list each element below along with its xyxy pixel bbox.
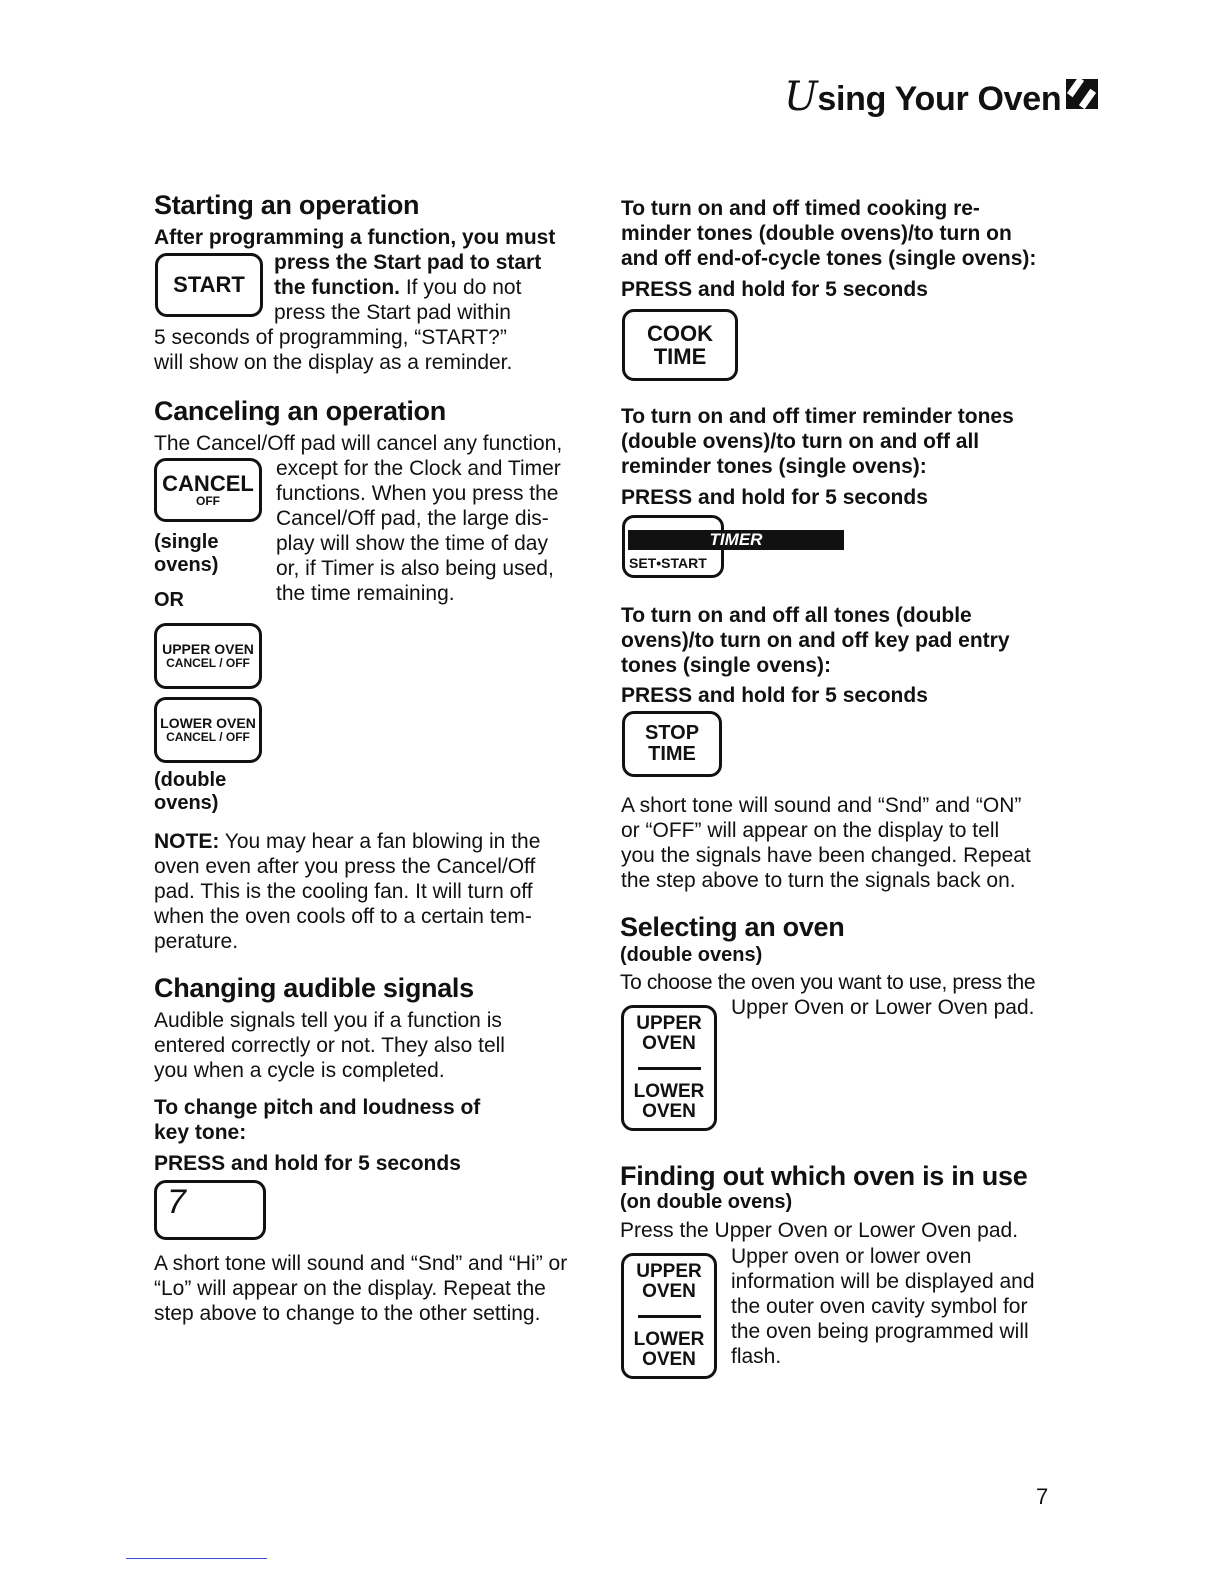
audible-after-line: A short tone will sound and “Snd” and “Hi” or: [154, 1252, 568, 1275]
finding-line: flash.: [731, 1345, 782, 1368]
finding-sub: (on double ovens): [620, 1191, 793, 1213]
press-instruction: PRESS and hold for 5 seconds: [154, 1152, 461, 1175]
canceling-line: or, if Timer is also being used,: [276, 557, 554, 580]
timer-line-1: To turn on and off timer reminder tones: [621, 405, 1014, 428]
footer-divider: [126, 1558, 267, 1559]
finding-line: Upper oven or lower oven: [731, 1245, 972, 1268]
selecting-line-2: Upper Oven or Lower Oven pad.: [731, 996, 1035, 1019]
audible-line: you when a cycle is completed.: [154, 1059, 445, 1082]
finding-line: information will be displayed and: [731, 1270, 1035, 1293]
canceling-line: The Cancel/Off pad will cancel any function,: [154, 432, 563, 455]
right-after-line: or “OFF” will appear on the display to tell: [621, 819, 1000, 842]
canceling-line: functions. When you press the: [276, 482, 559, 505]
starting-line5: 5 seconds of programming, “START?”: [154, 326, 507, 349]
heading-starting: Starting an operation: [154, 190, 420, 220]
starting-line4: press the Start pad within: [274, 301, 511, 324]
upper-oven-cancel-pad: UPPER OVEN CANCEL / OFF: [154, 623, 262, 689]
audible-line: entered correctly or not. They also tell: [154, 1034, 505, 1057]
note-line: pad. This is the cooling fan. It will turn off: [154, 880, 533, 903]
press-instruction: PRESS and hold for 5 seconds: [621, 486, 928, 509]
heading-canceling: Canceling an operation: [154, 396, 446, 426]
audible-line: Audible signals tell you if a function is: [154, 1009, 502, 1032]
starting-line3: the function. If you do not: [274, 276, 522, 299]
double-ovens-label-2: ovens): [154, 792, 219, 814]
canceling-line: except for the Clock and Timer: [276, 457, 561, 480]
single-ovens-label-1: (single: [154, 531, 219, 553]
pitch-line-2: key tone:: [154, 1121, 247, 1144]
upper-lower-oven-pad: UPPER OVEN LOWER OVEN: [621, 1005, 717, 1131]
press-instruction: PRESS and hold for 5 seconds: [621, 278, 928, 301]
note-line: oven even after you press the Cancel/Off: [154, 855, 536, 878]
audible-after-line: step above to change to the other setting.: [154, 1302, 541, 1325]
page-header-title: Using Your Oven: [784, 74, 1062, 120]
right-after-line: you the signals have been changed. Repeat: [621, 844, 1031, 867]
single-ovens-label-2: ovens): [154, 554, 219, 576]
heading-audible: Changing audible signals: [154, 973, 474, 1003]
right-after-line: the step above to turn the signals back on.: [621, 869, 1016, 892]
timer-line-2: (double ovens)/to turn on and off all: [621, 430, 980, 453]
section-mark-icon: [1066, 79, 1098, 109]
timer-set-start-pad: SET•START: [622, 515, 724, 578]
finding-line: the outer oven cavity symbol for: [731, 1295, 1028, 1318]
selecting-sub: (double ovens): [620, 944, 763, 966]
heading-selecting: Selecting an oven: [620, 912, 845, 942]
all-tones-line-2: ovens)/to turn on and off key pad entry: [621, 629, 1010, 652]
cook-time-pad: COOK TIME: [622, 309, 738, 381]
press-instruction: PRESS and hold for 5 seconds: [621, 684, 928, 707]
timed-line-2: minder tones (double ovens)/to turn on: [621, 222, 1012, 245]
cancel-off-pad: CANCEL OFF: [154, 458, 262, 522]
right-after-line: A short tone will sound and “Snd” and “ON”: [621, 794, 1022, 817]
timer-line-3: reminder tones (single ovens):: [621, 455, 927, 478]
note-line: perature.: [154, 930, 239, 953]
start-pad: START: [155, 253, 263, 317]
timed-line-3: and off end-of-cycle tones (single ovens):: [621, 247, 1037, 270]
or-label: OR: [154, 589, 184, 611]
canceling-line: Cancel/Off pad, the large dis-: [276, 507, 549, 530]
lower-oven-cancel-pad: LOWER OVEN CANCEL / OFF: [154, 697, 262, 763]
double-ovens-label-1: (double: [154, 769, 227, 791]
pitch-line-1: To change pitch and loudness of: [154, 1096, 481, 1119]
starting-line6: will show on the display as a reminder.: [154, 351, 513, 374]
heading-finding: Finding out which oven is in use: [620, 1161, 1028, 1191]
audible-after-line: “Lo” will appear on the display. Repeat the: [154, 1277, 546, 1300]
stop-time-pad: STOP TIME: [622, 711, 722, 777]
timed-line-1: To turn on and off timed cooking re-: [621, 197, 980, 220]
starting-line2: press the Start pad to start: [274, 251, 542, 274]
canceling-line: play will show the time of day: [276, 532, 548, 555]
canceling-line: the time remaining.: [276, 582, 455, 605]
finding-line: the oven being programmed will: [731, 1320, 1029, 1343]
starting-line1: After programming a function, you must: [154, 226, 556, 249]
note-line: NOTE: You may hear a fan blowing in the: [154, 830, 541, 853]
page-number: 7: [1036, 1484, 1049, 1509]
all-tones-line-3: tones (single ovens):: [621, 654, 832, 677]
timer-label-bar: TIMER: [628, 530, 844, 550]
key-7-pad: 7: [154, 1180, 266, 1240]
finding-line-1: Press the Upper Oven or Lower Oven pad.: [620, 1219, 1019, 1242]
selecting-line-1: To choose the oven you want to use, press the: [620, 971, 1036, 994]
all-tones-line-1: To turn on and off all tones (double: [621, 604, 972, 627]
upper-lower-oven-pad: UPPER OVEN LOWER OVEN: [621, 1253, 717, 1379]
note-line: when the oven cools off to a certain tem-: [154, 905, 532, 928]
